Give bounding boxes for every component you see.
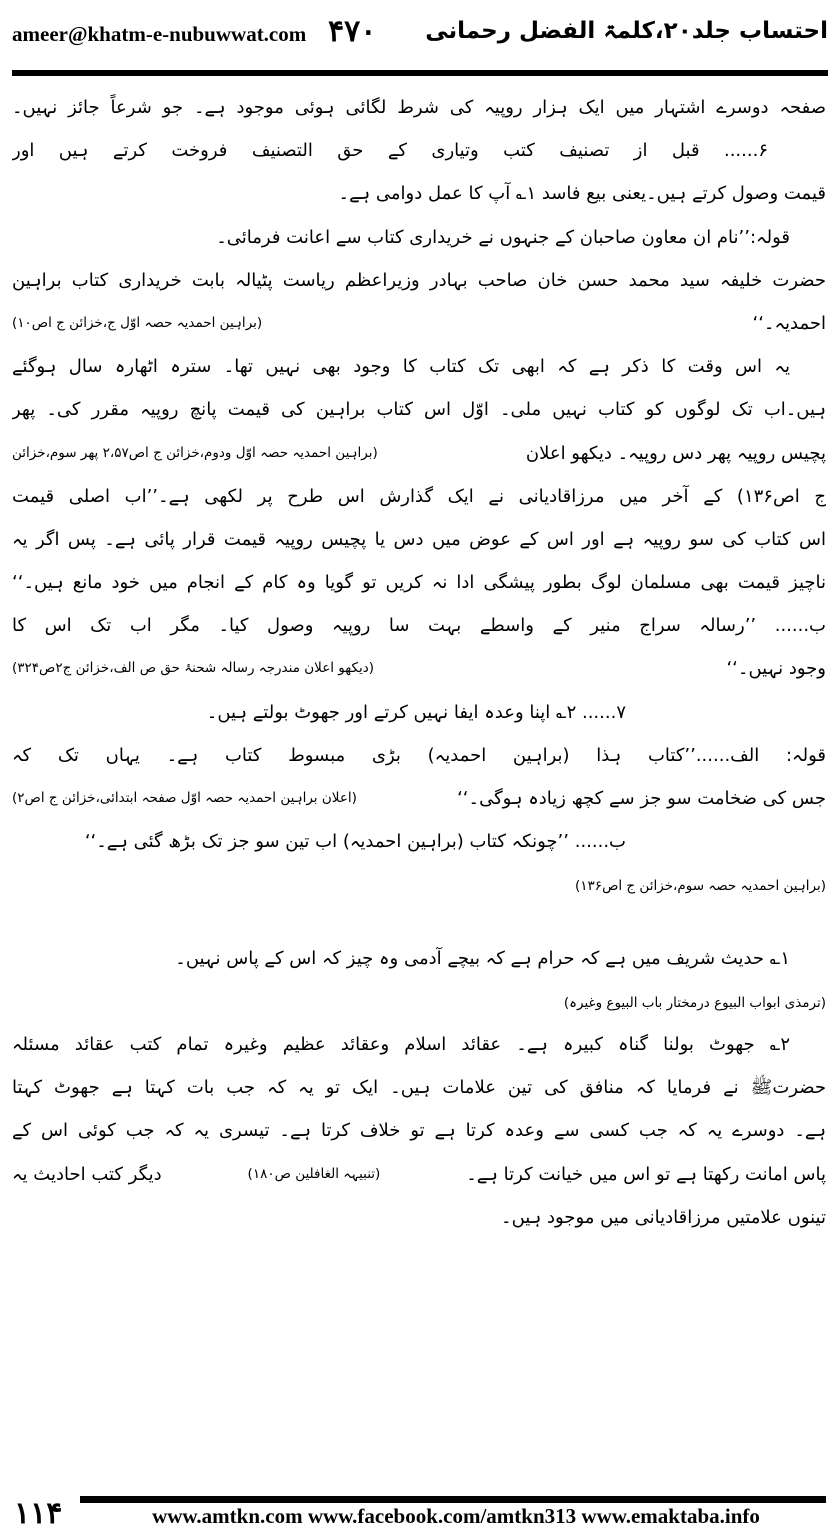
- reference-note: (اعلان براہین احمدیہ حصہ اوّل صفحہ ابتدائی،خزائن ج اص۲): [12, 790, 357, 806]
- reference-note: (ترمذی ابواب البیوع درمختار باب البیوع وغیرہ): [563, 994, 826, 1011]
- text-line: ۶...... قبل از تصنیف کتب وتیاری کے حق التصنیف فروخت کرتے ہیں اور: [12, 140, 768, 162]
- footnote-line: ۱؎ حدیث شریف میں ہے کہ حرام ہے کہ بیچے آدمی وہ چیز کہ اس کے پاس نہیں۔: [175, 947, 790, 969]
- text-fragment: وجود نہیں۔‘‘: [726, 658, 826, 680]
- footnote-line: ہے۔ دوسرے یہ کہ جب کسی سے وعدہ کرتا ہے تو خلاف کرتا ہے۔ تیسری یہ کہ جب کوئی اس کے: [12, 1120, 826, 1142]
- text-line: قیمت وصول کرتے ہیں۔یعنی بیع فاسد ۱؎ آپ کا عمل دوامی ہے۔: [338, 183, 826, 205]
- text-line-with-ref: [12, 777, 826, 820]
- footnote-line: تینوں علامتیں مرزاقادیانی میں موجود ہیں۔: [501, 1206, 826, 1228]
- footnote-line-with-ref: [12, 1153, 826, 1196]
- footer-urls: www.amtkn.com www.facebook.com/amtkn313 www.emaktaba.info: [152, 1504, 760, 1528]
- text-line: ج اص۱۳۶) کے آخر میں مرزاقادیانی نے ایک گذارش اس طرح پر لکھی ہے۔’’اب اصلی قیمت: [12, 485, 826, 507]
- reference-line: [12, 863, 826, 906]
- text-line: صفحہ دوسرے اشتہار میں ایک ہزار روپیہ کی شرط لگائی ہوئی موجود ہے۔ جو شرعاً جائز نہیں۔: [12, 97, 826, 118]
- text-line: حضرت خلیفہ سید محمد حسن خان صاحب بہادر وزیراعظم ریاست پٹیالہ بابت خریداری کتاب براہین: [12, 269, 826, 291]
- text-line: ہیں۔اب تک لوگوں کو کتاب نہیں ملی۔ اوّل اس کتاب براہین کی قیمت پانچ روپیہ مقرر کی۔ پھر: [12, 399, 826, 421]
- text-line: یہ اس وقت کا ذکر ہے کہ ابھی تک کتاب کا وجود بھی نہیں تھا۔ سترہ اٹھارہ سال ہوگئے: [12, 356, 790, 378]
- page-header: [12, 8, 828, 68]
- text-line: قولہ:’’نام ان معاون صاحبان کے جنہوں نے خریداری کتاب سے اعانت فرمائی۔: [216, 226, 790, 248]
- header-page-number: ۴۷۰: [328, 14, 377, 49]
- text-line-with-ref: [12, 647, 826, 690]
- page-footer: [14, 1494, 826, 1534]
- reference-note: (دیکھو اعلان مندرجہ رسالہ شحنۂ حق ص الف،خزائن ج۲ص۳۲۴): [12, 660, 374, 677]
- spacer: [12, 907, 826, 937]
- text-line: ب...... ’’چونکہ کتاب (براہین احمدیہ) اب تین سو جز تک بڑھ گئی ہے۔‘‘: [84, 831, 626, 853]
- reference-note: (تنبیہہ الغافلین ص۱۸۰): [247, 1165, 381, 1182]
- text-line: ناچیز قیمت بھی مسلمان لوگ بطور پیشگی ادا نہ کریں تو گویا وہ کام کے انجام میں خود مانع ہیں۔‘‘: [12, 572, 826, 594]
- text-fragment: پاس امانت رکھتا ہے تو اس میں خیانت کرتا ہے۔: [466, 1163, 826, 1185]
- text-fragment: دیگر کتب احادیث یہ: [12, 1163, 162, 1185]
- text-line-with-ref: [12, 432, 826, 475]
- text-fragment: احمدیہ۔‘‘: [752, 312, 826, 334]
- footer-page-number: ۱۱۴: [14, 1496, 63, 1531]
- text-line-with-ref: [12, 302, 826, 345]
- footnote-line: ۲؎ جھوٹ بولنا گناہ کبیرہ ہے۔ عقائد اسلام وعقائد عظیم وغیرہ تمام کتب عقائد مسئلہ: [12, 1033, 790, 1055]
- text-line: ب...... ’’رسالہ سراج منیر کے واسطے بہت سا روپیہ وصول کیا۔ مگر اب تک اس کا: [12, 615, 826, 637]
- footer-rule: [80, 1496, 826, 1503]
- text-line: قولہ: الف......’’کتاب ہذا (براہین احمدیہ) بڑی مبسوط کتاب ہے۔ یہاں تک کہ: [12, 744, 826, 766]
- header-email: ameer@khatm-e-nubuwwat.com: [12, 22, 307, 46]
- page-body: [12, 86, 826, 1239]
- text-fragment: جس کی ضخامت سو جز سے کچھ زیادہ ہوگی۔‘‘: [457, 788, 826, 809]
- reference-note: (براہین احمدیہ حصہ اوّل ودوم،خزائن ج اص۲،۵۷ پھر سوم،خزائن: [12, 444, 378, 461]
- text-line: اس کتاب کی سو روپیہ ہے اور اس کے عوض میں دس یا پچیس روپیہ قیمت قرار پائی ہے۔ پس اگر یہ: [12, 528, 826, 550]
- header-rule: [12, 70, 828, 76]
- reference-note: (براہین احمدیہ حصہ اوّل ج،خزائن ج اص۱۰): [12, 314, 263, 331]
- footnote-line: حضرتﷺ نے فرمایا کہ منافق کی تین علامات ہیں۔ ایک تو یہ کہ جب بات کہتا ہے جھوٹ کہتا: [12, 1077, 826, 1099]
- reference-note: (براہین احمدیہ حصہ سوم،خزائن ج اص۱۳۶): [575, 878, 826, 895]
- header-book-title: احتساب جلد۲۰،کلمۃ الفضل رحمانی: [425, 18, 828, 44]
- text-line: ۷...... ۲؎ اپنا وعدہ ایفا نہیں کرتے اور جھوٹ بولتے ہیں۔: [206, 701, 626, 723]
- text-fragment: پچیس روپیہ پھر دس روپیہ۔ دیکھو اعلان: [525, 442, 826, 464]
- reference-line: [12, 980, 826, 1023]
